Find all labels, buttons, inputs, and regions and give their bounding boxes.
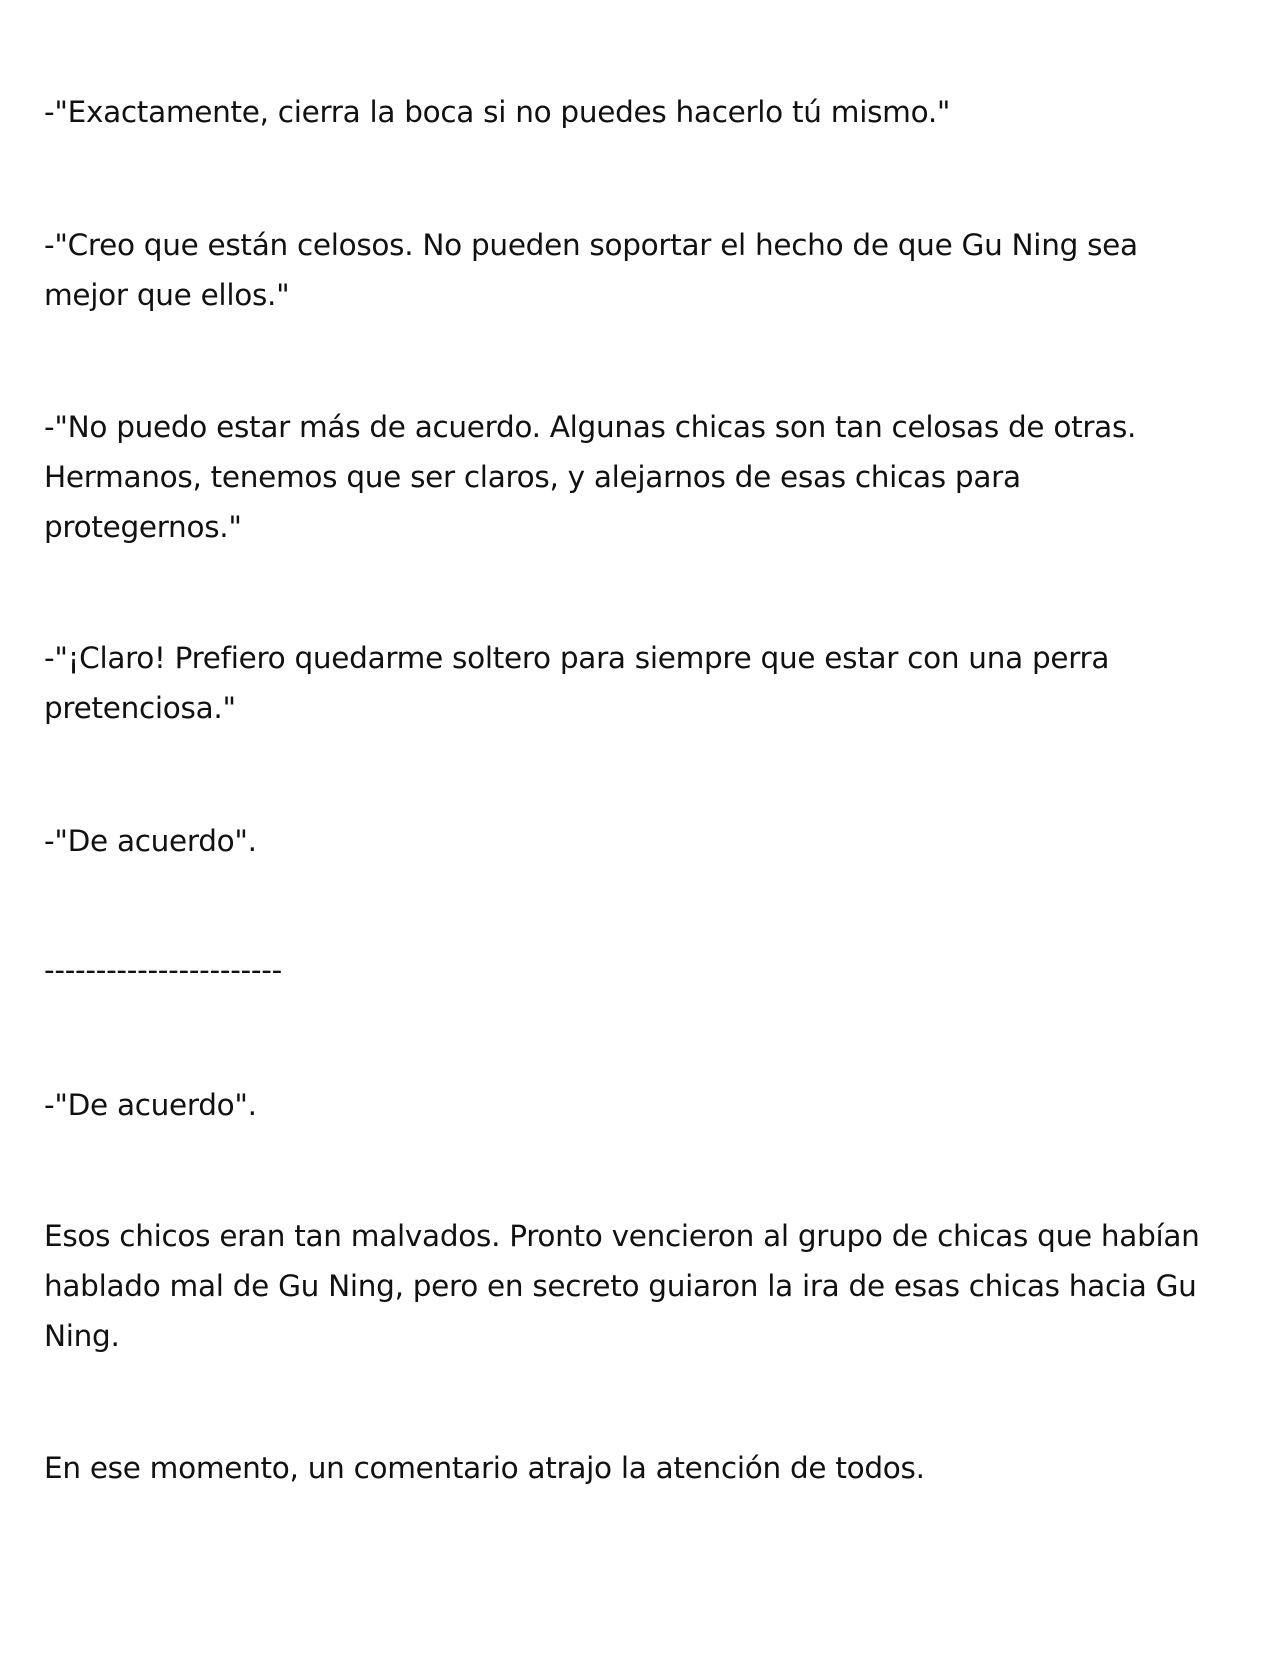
paragraph-narration-malvados: Esos chicos eran tan malvados. Pronto vencieron al grupo de chicas que habían hablado mal de Gu Ning, pero en secreto guiaron la ira de esas chicas hacia Gu Ning. — [44, 1219, 1200, 1353]
paragraph-dialogue-acuerdo-hermanos: -"No puedo estar más de acuerdo. Algunas chicas son tan celosas de otras. Hermanos, tenemos que ser claros, y alejarnos de esas chicas para protegernos." — [44, 410, 1137, 544]
section-divider: ----------------------- — [44, 953, 282, 987]
paragraph-dialogue-claro: -"¡Claro! Prefiero quedarme soltero para siempre que estar con una perra pretenciosa." — [44, 641, 1110, 725]
paragraph-dialogue-de-acuerdo-1: -"De acuerdo". — [44, 824, 257, 858]
paragraph-narration-comentario: En ese momento, un comentario atrajo la atención de todos. — [44, 1451, 925, 1485]
paragraph-dialogue-celosos: -"Creo que están celosos. No pueden soportar el hecho de que Gu Ning sea mejor que ellos." — [44, 228, 1138, 312]
paragraph-dialogue-exactamente: -"Exactamente, cierra la boca si no puedes hacerlo tú mismo." — [44, 95, 951, 129]
paragraph-dialogue-de-acuerdo-2: -"De acuerdo". — [44, 1088, 257, 1122]
